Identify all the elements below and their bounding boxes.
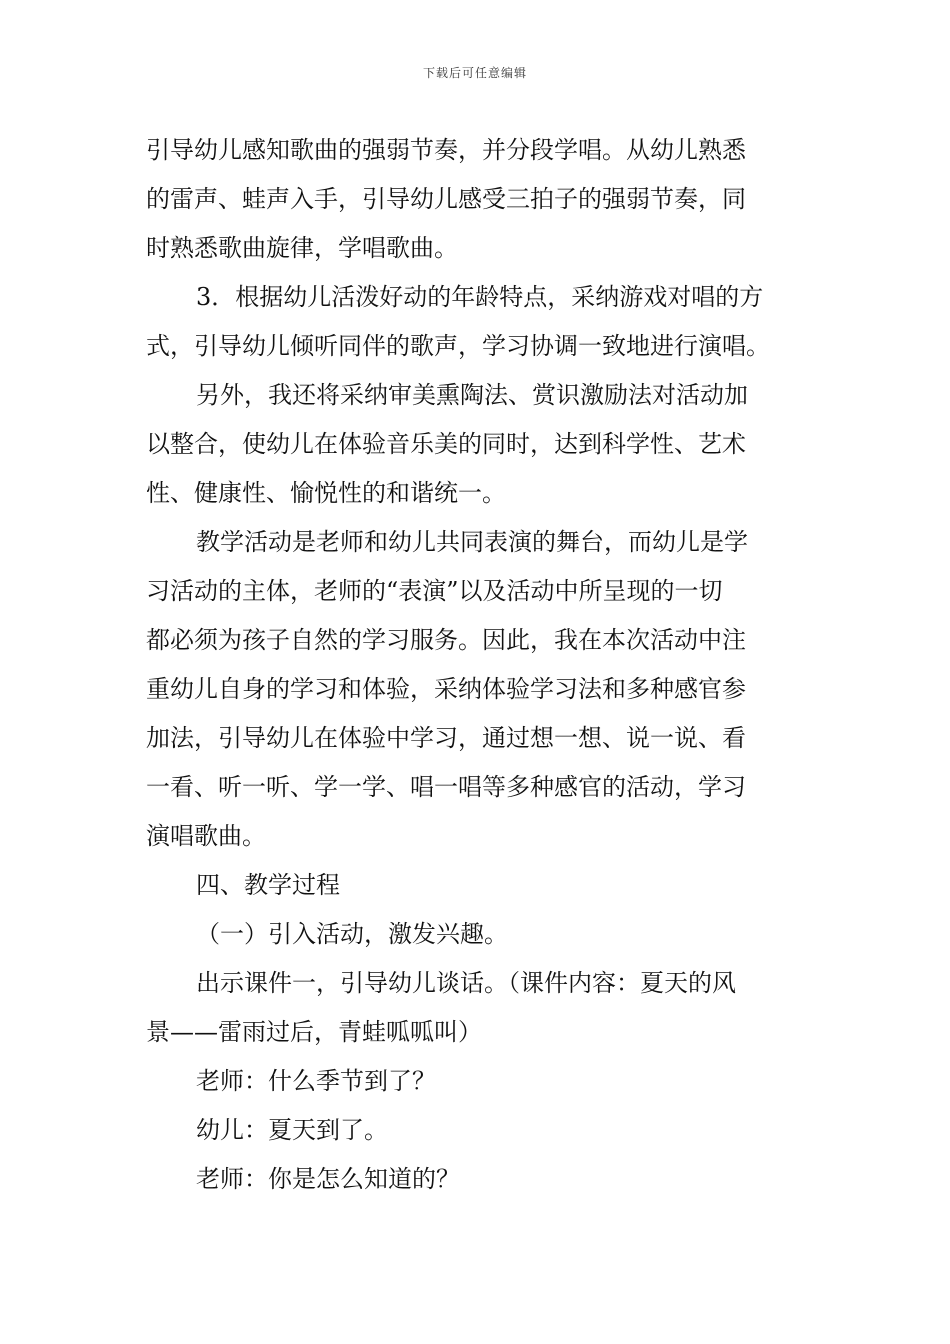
text-line: 都必须为孩子自然的学习服务。因此，我在本次活动中注	[146, 626, 746, 654]
page-header: 下载后可任意编辑	[422, 66, 527, 80]
text-line: 习活动的主体，老师的“表演”以及活动中所呈现的一切	[146, 577, 723, 605]
text-line: 以整合，使幼儿在体验音乐美的同时，达到科学性、艺术	[146, 430, 746, 458]
paragraph	[146, 1155, 810, 1204]
paragraph	[146, 1106, 810, 1155]
text-line: 四、教学过程	[196, 871, 340, 899]
paragraph	[146, 273, 810, 371]
paragraph	[146, 371, 810, 518]
paragraph	[146, 1057, 810, 1106]
text-line: 式，引导幼儿倾听同伴的歌声，学习协调一致地进行演唱。	[146, 332, 770, 360]
text-line: 另外，我还将采纳审美熏陶法、赏识激励法对活动加	[196, 381, 748, 409]
text-line: （一）引入活动，激发兴趣。	[196, 920, 508, 948]
text-line: 教学活动是老师和幼儿共同表演的舞台，而幼儿是学	[196, 528, 748, 556]
paragraph	[146, 861, 810, 910]
text-line: 老师：你是怎么知道的？	[196, 1165, 460, 1193]
text-line: 老师：什么季节到了？	[196, 1067, 436, 1095]
text-line: 加法，引导幼儿在体验中学习，通过想一想、说一说、看	[146, 724, 746, 752]
text-line: 演唱歌曲。	[146, 822, 266, 850]
text-line: 引导幼儿感知歌曲的强弱节奏，并分段学唱。从幼儿熟悉	[146, 136, 746, 164]
text-line: 的雷声、蛙声入手，引导幼儿感受三拍子的强弱节奏，同	[146, 185, 746, 213]
paragraph	[146, 126, 810, 273]
text-line: 性、健康性、愉悦性的和谐统一。	[146, 479, 506, 507]
text-line: 一看、听一听、学一学、唱一唱等多种感官的活动，学习	[146, 773, 746, 801]
text-line: 重幼儿自身的学习和体验，采纳体验学习法和多种感官参	[146, 675, 746, 703]
text-line: 景——雷雨过后，青蛙呱呱叫）	[146, 1018, 482, 1046]
paragraph	[146, 910, 810, 959]
text-line: 幼儿：夏天到了。	[196, 1116, 388, 1144]
paragraph	[146, 518, 810, 861]
document-body	[146, 126, 810, 1204]
paragraph	[146, 959, 810, 1057]
text-line: 3．根据幼儿活泼好动的年龄特点，采纳游戏对唱的方	[196, 283, 764, 311]
text-line: 时熟悉歌曲旋律，学唱歌曲。	[146, 234, 458, 262]
text-line: 出示课件一，引导幼儿谈话。（课件内容：夏天的风	[196, 969, 736, 997]
